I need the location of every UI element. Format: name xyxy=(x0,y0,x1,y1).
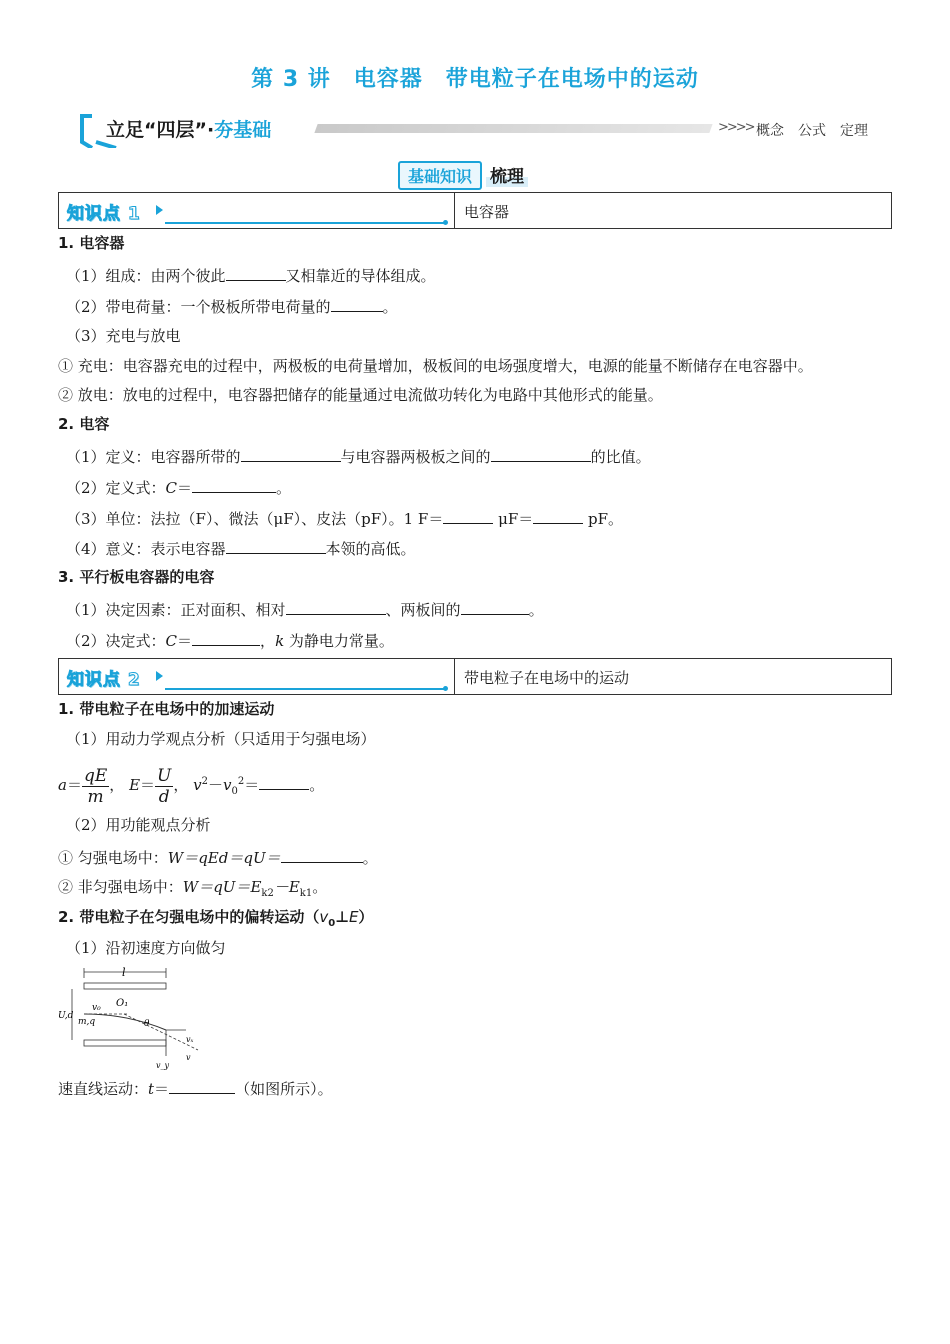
text-line: （3）充电与放电 xyxy=(66,327,181,345)
kp-title: 电容器 xyxy=(464,203,510,221)
text-line: （1）定义：电容器所带的 与电容器两极板之间的 的比值。 xyxy=(66,445,651,467)
deflection-diagram xyxy=(58,964,208,1072)
kp-label: 知识点 1 xyxy=(67,204,141,224)
heading-capacitance: 2. 电容 xyxy=(58,415,110,433)
text-line: （1）决定因素：正对面积、相对 、两板间的 。 xyxy=(66,598,544,620)
svg-text:U,d: U,d xyxy=(58,1011,74,1021)
text-line: ② 非匀强电场中：$W=qU=E_{k2}-E_{k1}$。 xyxy=(58,878,328,899)
arrow-right-icon xyxy=(156,671,163,681)
kp-label: 知识点 2 xyxy=(67,670,141,690)
chevrons-icon: >>>> xyxy=(718,120,754,135)
text-line: 速直线运动：t＝ （如图所示）。 xyxy=(58,1077,333,1099)
svg-text:v₀: v₀ xyxy=(92,1003,101,1013)
svg-text:vₓ: vₓ xyxy=(186,1035,194,1044)
text-line: ① 匀强电场中：W＝qEd＝qU＝ 。 xyxy=(58,846,378,868)
text-line: （1）沿初速度方向做匀 xyxy=(66,939,226,957)
text-line: （1）组成：由两个彼此 又相靠近的导体组成。 xyxy=(66,264,436,286)
svg-text:l: l xyxy=(122,966,126,979)
svg-text:v_y: v_y xyxy=(156,1061,170,1070)
text-line: （2）用功能观点分析 xyxy=(66,816,211,834)
section-heading: 基础知识 梳理 xyxy=(398,161,528,189)
text-line: （3）单位：法拉（F）、微法（μF）、皮法（pF）。1 F＝ μF＝ pF。 xyxy=(66,507,623,529)
section-banner xyxy=(78,112,878,148)
text-line: （1）用动力学观点分析（只适用于匀强电场） xyxy=(66,730,376,748)
text-line: （2）带电荷量：一个极板所带电荷量的 。 xyxy=(66,295,398,317)
text-line: （2）决定式：C＝ ，k 为静电力常量。 xyxy=(66,629,394,651)
heading-parallel-plate: 3. 平行板电容器的电容 xyxy=(58,568,215,586)
kp-title: 带电粒子在电场中的运动 xyxy=(464,669,630,687)
svg-text:v: v xyxy=(186,1053,191,1062)
formula-line: a＝ $\frac{qE}{m}$ ， E＝ $\frac{U}{d}$ ， $v^2-v_0^2=$ 。 xyxy=(58,765,325,807)
svg-text:O₁: O₁ xyxy=(116,998,129,1009)
text-line: ② 放电：放电的过程中，电容器把储存的能量通过电流做功转化为电路中其他形式的能量。 xyxy=(58,386,663,404)
text-line: （2）定义式：C＝ 。 xyxy=(66,476,291,498)
banner-bar xyxy=(314,124,712,133)
heading-deflection: 2. 带电粒子在匀强电场中的偏转运动$(v_0\perp E)$ xyxy=(58,908,374,929)
arrow-right-icon xyxy=(156,205,163,215)
knowledge-point-2 xyxy=(58,658,892,695)
page-title: 第 3 讲 电容器 带电粒子在电场中的运动 xyxy=(251,67,699,92)
banner-title: 立足“四层”·夯基础 xyxy=(106,119,272,141)
svg-text:θ: θ xyxy=(144,1019,150,1029)
svg-text:m,q: m,q xyxy=(78,1017,96,1027)
text-line: ① 充电：电容器充电的过程中，两极板的电荷量增加，极板间的电场强度增大，电源的能量不断储存在电容器中。 xyxy=(58,357,813,375)
text-line: （4）意义：表示电容器 本领的高低。 xyxy=(66,537,416,559)
heading-acceleration: 1. 带电粒子在电场中的加速运动 xyxy=(58,700,275,718)
knowledge-point-1 xyxy=(58,192,892,229)
banner-tags: 概念 公式 定理 xyxy=(756,123,868,139)
heading-capacitor: 1. 电容器 xyxy=(58,234,125,252)
